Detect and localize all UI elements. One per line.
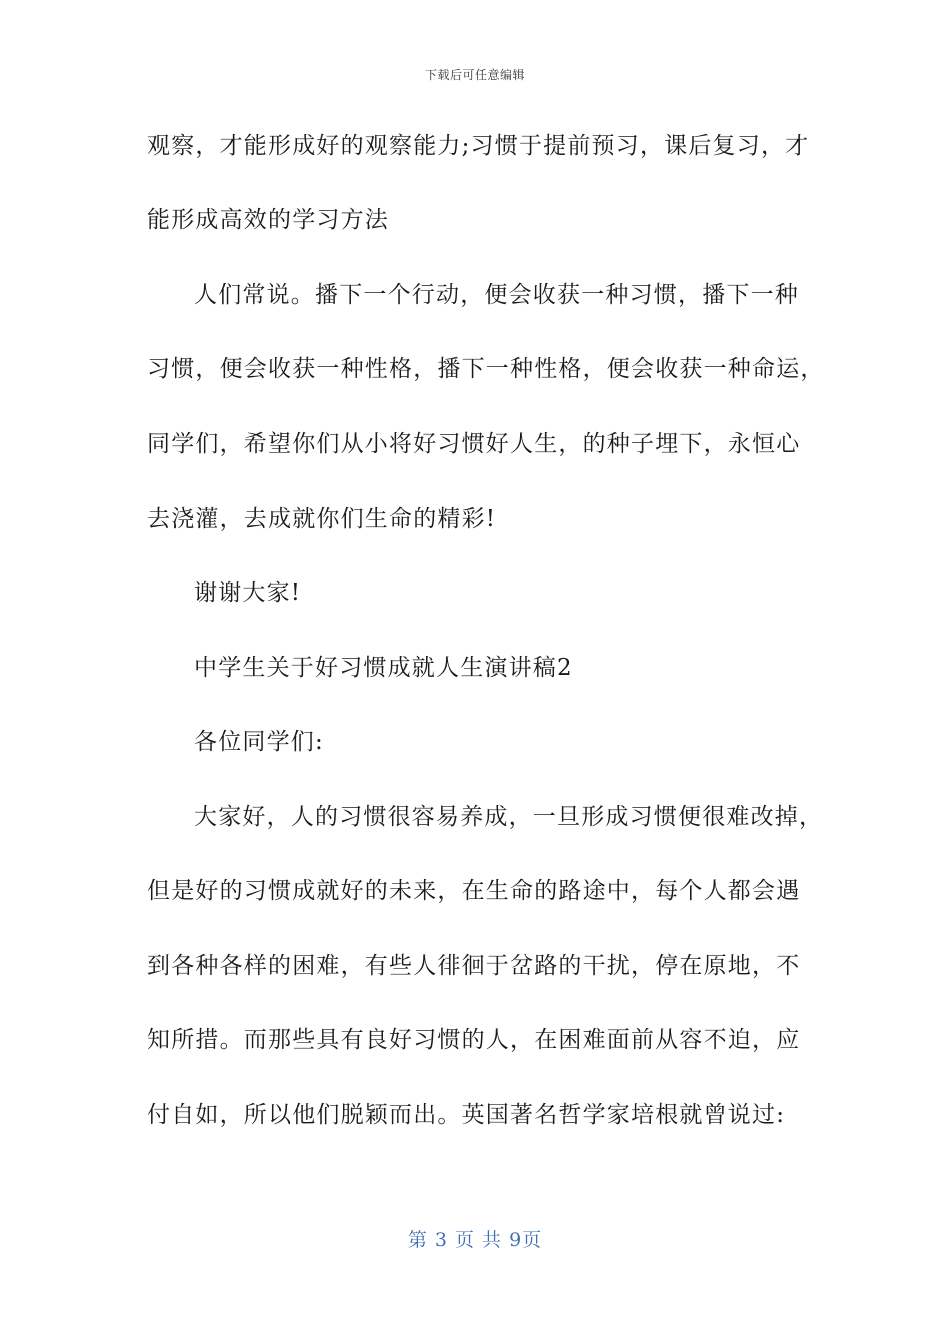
section-heading: 中学生关于好习惯成就人生演讲稿2 [194,655,573,681]
body-line: 谢谢大家! [194,580,302,606]
body-line: 知所措。而那些具有良好习惯的人，在困难面前从容不迫，应 [147,1027,801,1053]
body-line: 人们常说。播下一个行动，便会收获一种习惯，播下一种 [194,282,799,308]
body-line: 到各种各样的困难，有些人徘徊于岔路的干扰，停在原地，不 [147,953,801,979]
body-line: 同学们，希望你们从小将好习惯好人生，的种子埋下，永恒心 [147,431,801,457]
body-line: 付自如，所以他们脱颖而出。英国著名哲学家培根就曾说过: [147,1102,786,1128]
body-line: 但是好的习惯成就好的未来，在生命的路途中，每个人都会遇 [147,878,801,904]
body-line: 大家好，人的习惯很容易养成，一旦形成习惯便很难改掉， [194,804,824,830]
body-line: 能形成高效的学习方法 [147,207,389,233]
header-note: 下载后可任意编辑 [424,68,525,82]
body-line: 去浇灌，去成就你们生命的精彩! [147,506,497,532]
page-number: 第 3 页 共 9页 [407,1229,543,1251]
body-line: 观察，才能形成好的观察能力;习惯于提前预习，课后复习，才 [147,133,810,159]
body-line: 各位同学们: [194,729,324,755]
body-line: 习惯，便会收获一种性格，播下一种性格，便会收获一种命运， [147,356,825,382]
